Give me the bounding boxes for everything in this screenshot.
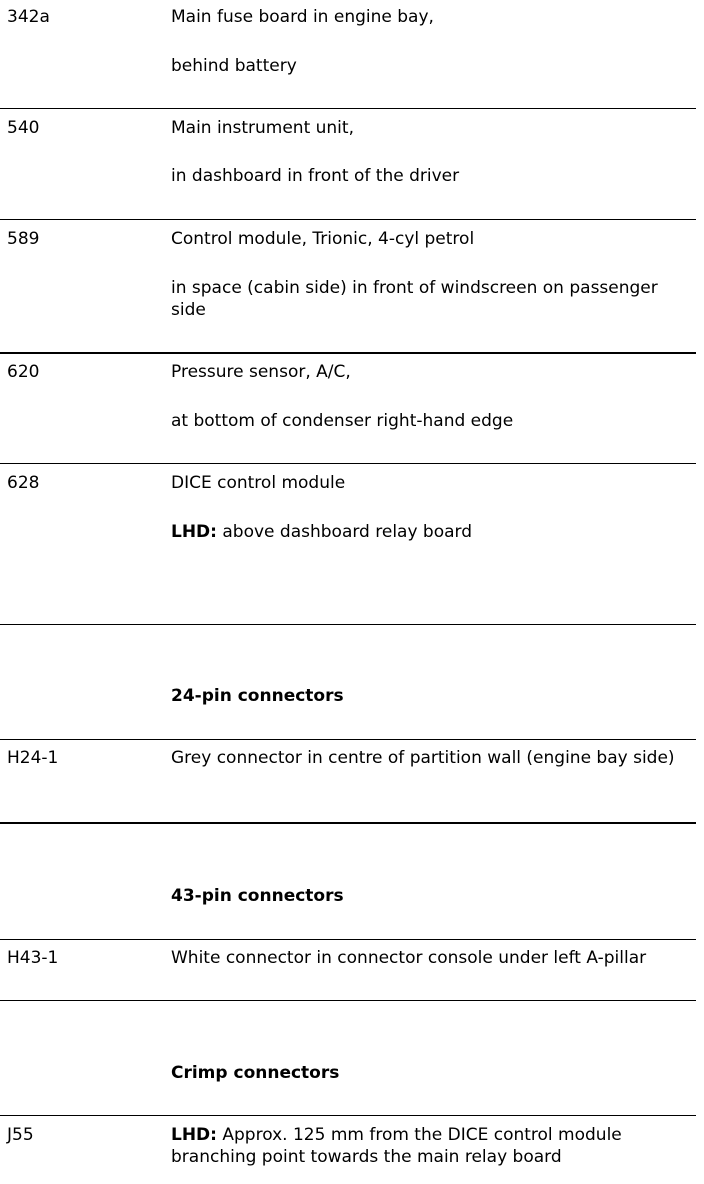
row-description: Pressure sensor, A/C,: [171, 362, 351, 382]
row-description: [171, 1124, 696, 1168]
row-description: White connector in connector console under left A-pillar: [171, 948, 647, 968]
lhd-label: LHD:: [171, 522, 217, 542]
row-description: Main instrument unit,: [171, 118, 354, 138]
row-location: behind battery: [171, 56, 297, 76]
row-divider: [0, 739, 696, 740]
row-divider: [0, 352, 696, 354]
row-code: 589: [7, 229, 40, 249]
row-location: in dashboard in front of the driver: [171, 166, 460, 186]
row-description-text: Approx. 125 mm from the DICE control module branching point towards the main relay board: [171, 1125, 622, 1167]
row-divider: [0, 1115, 696, 1116]
row-code: H24-1: [7, 748, 59, 768]
row-description: Main fuse board in engine bay,: [171, 7, 434, 27]
row-description: Control module, Trionic, 4-cyl petrol: [171, 229, 475, 249]
section-heading-crimp: Crimp connectors: [171, 1063, 340, 1083]
row-description: Grey connector in centre of partition wall (engine bay side): [171, 748, 675, 768]
row-code: 342a: [7, 7, 50, 27]
row-divider: [0, 108, 696, 109]
row-location: in space (cabin side) in front of windscreen on passenger side: [171, 278, 658, 320]
section-heading-24-pin: 24-pin connectors: [171, 686, 344, 706]
row-divider: [0, 219, 696, 220]
section-divider: [0, 624, 696, 625]
row-location: at bottom of condenser right-hand edge: [171, 411, 514, 431]
row-divider: [0, 939, 696, 940]
row-description: DICE control module: [171, 473, 346, 493]
row-code: 540: [7, 118, 40, 138]
lhd-label: LHD:: [171, 1125, 217, 1145]
row-code: J55: [7, 1125, 34, 1145]
row-divider: [0, 463, 696, 464]
row-code: 628: [7, 473, 40, 493]
row-code: 620: [7, 362, 40, 382]
row-location: [171, 521, 696, 543]
section-heading-43-pin: 43-pin connectors: [171, 886, 344, 906]
section-divider: [0, 1000, 696, 1001]
row-location-text: above dashboard relay board: [216, 522, 473, 542]
section-divider: [0, 822, 696, 824]
row-code: H43-1: [7, 948, 59, 968]
